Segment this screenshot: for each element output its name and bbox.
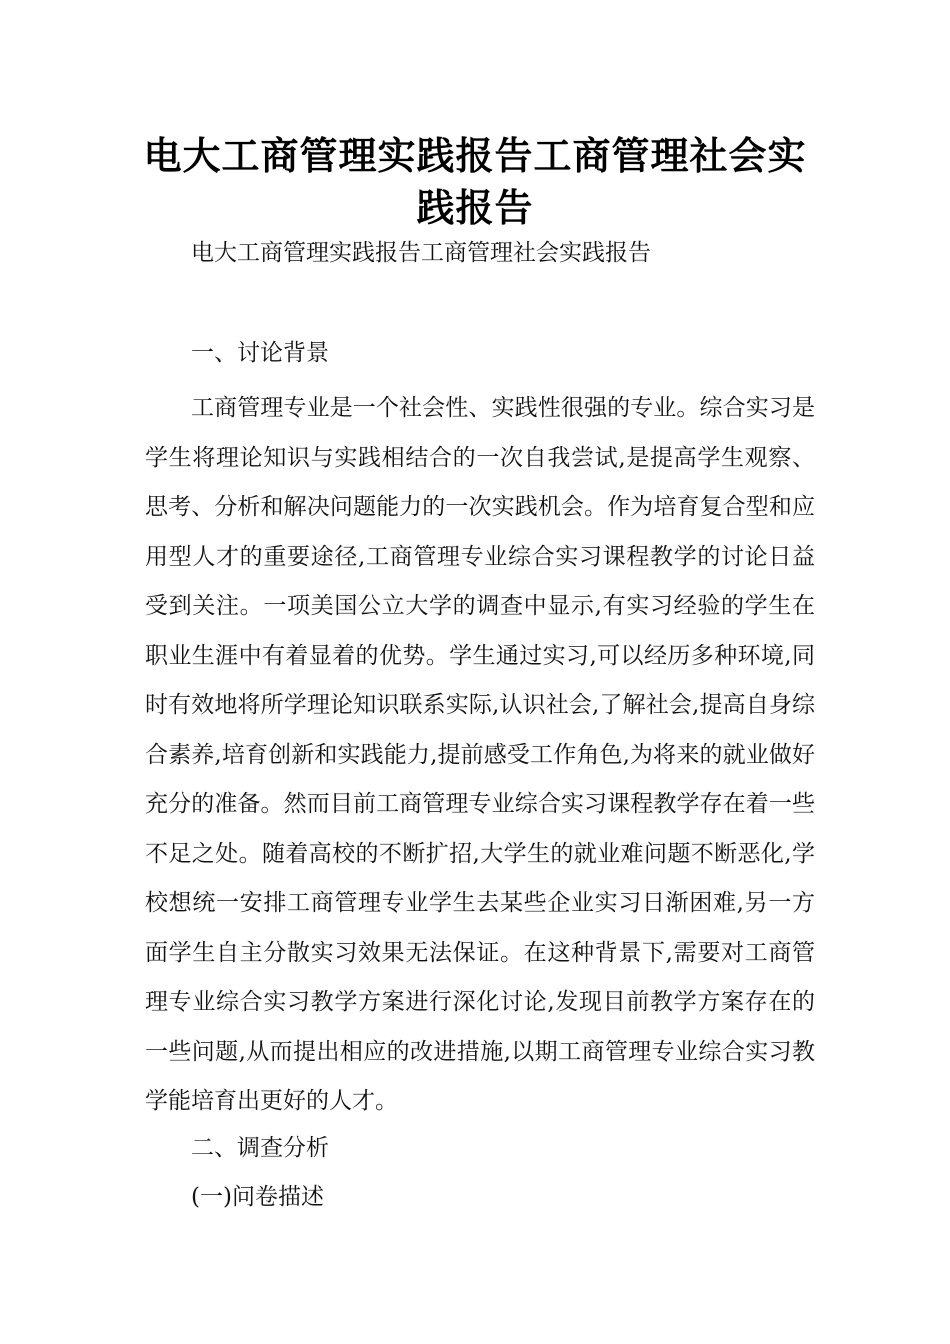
document-title: 电大工商管理实践报告工商管理社会实践报告 <box>143 134 807 230</box>
section-heading-survey-analysis: 二、调查分析 <box>191 1135 329 1161</box>
section-heading-background: 一、讨论背景 <box>191 340 329 366</box>
subsection-heading-questionnaire: (一)问卷描述 <box>191 1184 324 1210</box>
background-paragraph: 工商管理专业是一个社会性、实践性很强的专业。综合实习是学生将理论知识与实践相结合的一次自我尝试,是提高学生观察、思考、分析和解决问题能力的一次实践机会。作为培育复合型和应用型人才的重要途径,工商管理专业综合实习课程教学的讨论日益受到关注。一项美国公立大学的调查中显示,有实习经验的学生在职业生涯中有着显着的优势。学生通过实习,可以经历多种环境,同时有效地将所学理论知识联系实际,认识社会,了解社会,提高自身综合素养,培育创新和实践能力,提前感受工作角色,为将来的就业做好充分的准备。然而目前工商管理专业综合实习课程教学存在着一些不足之处。随着高校的不断扩招,大学生的就业难问题不断恶化,学校想统一安排工商管理专业学生去某些企业实习日渐困难,另一方面学生自主分散实习效果无法保证。在这种背景下,需要对工商管理专业综合实习教学方案进行深化讨论,发现目前教学方案存在的一些问题,从而提出相应的改进措施,以期工商管理专业综合实习教学能培育出更好的人才。 <box>145 395 815 1114</box>
document-subtitle: 电大工商管理实践报告工商管理社会实践报告 <box>191 240 651 266</box>
